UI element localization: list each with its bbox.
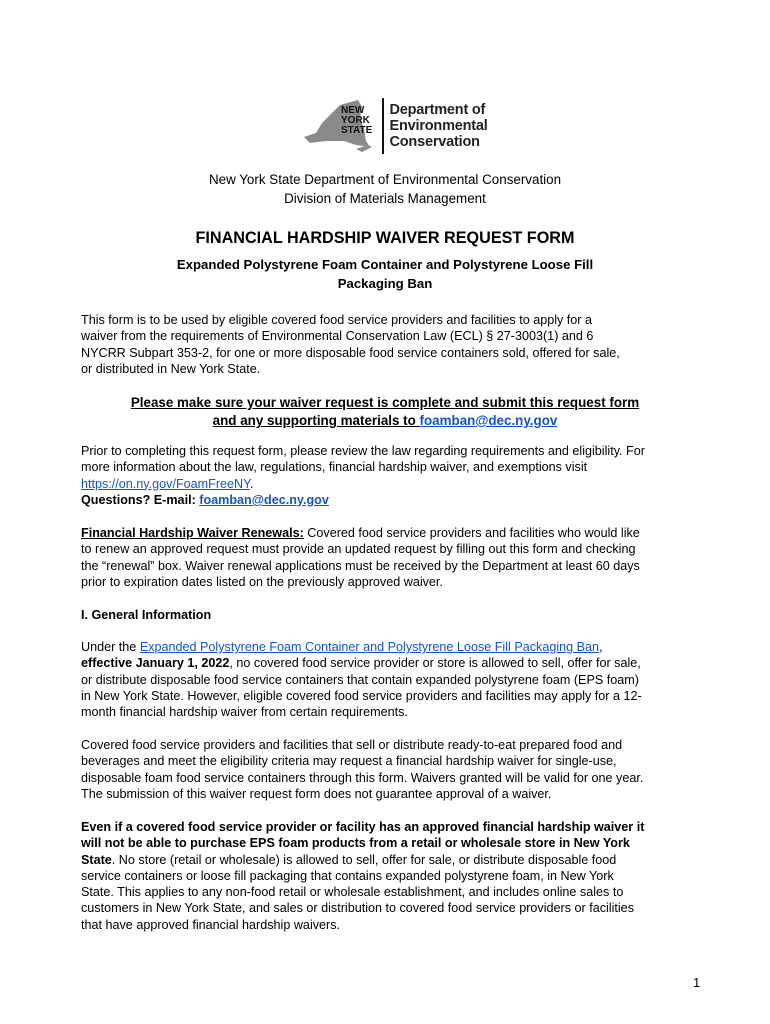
paragraph-line: month financial hardship waiver from certain requirements. <box>81 705 408 720</box>
paragraph-line: Covered food service providers and facilities that sell or distribute ready-to-eat prepared food and <box>81 738 623 752</box>
text: Under the <box>81 640 140 654</box>
paragraph-line: customers in New York State, and sales or distribution to covered food service providers or facilities <box>81 901 634 916</box>
renewals-line: the “renewal” box. Waiver renewal applications must be received by the Department at least 60 days <box>81 558 640 573</box>
submit-note-line: Please make sure your waiver request is complete and submit this request form <box>130 395 640 410</box>
general-info-paragraph-1 <box>81 639 701 720</box>
form-title: FINANCIAL HARDSHIP WAIVER REQUEST FORM <box>195 229 575 247</box>
ny-state-map-icon <box>296 97 378 155</box>
review-paragraph <box>81 443 701 508</box>
logo-york: YORK <box>341 115 370 126</box>
submit-note-text: and any supporting materials to <box>212 413 420 428</box>
foamfree-link[interactable]: https://on.ny.gov/FoamFreeNY <box>81 476 250 491</box>
review-line: Prior to completing this request form, please review the law regarding requirements and eligibility. For <box>81 444 645 458</box>
paragraph-line <box>81 639 701 655</box>
paragraph-line <box>81 852 701 868</box>
division-name: Division of Materials Management <box>284 191 486 206</box>
logo-state: STATE <box>341 125 373 136</box>
intro-line: waiver from the requirements of Environmental Conservation Law (ECL) § 27-3003(1) and 6 <box>81 329 594 344</box>
logo-new: NEW <box>341 105 365 116</box>
paragraph-line: will not be able to purchase EPS foam products from a retail or wholesale store in New York <box>81 836 630 851</box>
renewals-text: Covered food service providers and facilities who would like <box>303 526 640 540</box>
form-subtitle-line: Packaging Ban <box>337 276 433 291</box>
text: State <box>81 852 112 867</box>
renewals-label: Financial Hardship Waiver Renewals: <box>81 526 304 540</box>
paragraph-line: service containers or loose fill packaging that contains expanded polystyrene foam, in New York <box>81 868 614 883</box>
renewals-paragraph <box>81 525 701 590</box>
intro-paragraph <box>81 312 701 377</box>
logo-dept-line: Environmental <box>389 118 488 134</box>
foam-ban-link[interactable]: Expanded Polystyrene Foam Container and Polystyrene Loose Fill Packaging Ban <box>139 640 600 654</box>
questions-label: Questions? E-mail: <box>81 492 200 507</box>
section-heading: I. General Information <box>81 608 212 622</box>
text: , no covered food service provider or store is allowed to sell, offer for sale, <box>229 656 641 671</box>
paragraph-line: State. This applies to any non-food retail or wholesale establishment, and includes online sales to <box>81 885 624 900</box>
paragraph-line: that have approved financial hardship waivers. <box>81 917 341 932</box>
general-info-paragraph-3 <box>81 819 701 933</box>
paragraph-line: Even if a covered food service provider or facility has an approved financial hardship waiver it <box>81 820 645 834</box>
paragraph-line <box>81 655 701 671</box>
logo-dept-line: Department of <box>389 102 486 118</box>
text: . No store (retail or wholesale) is allowed to sell, offer for sale, or distribute disposable food <box>111 852 617 867</box>
text: , <box>599 640 603 654</box>
paragraph-line: The submission of this waiver request form does not guarantee approval of a waiver. <box>81 786 552 801</box>
review-url-line <box>81 476 701 492</box>
logo-dept-line: Conservation <box>389 134 480 150</box>
url-suffix: . <box>249 476 254 491</box>
renewals-line: prior to expiration dates listed on the previously approved waiver. <box>81 574 443 589</box>
submit-note-line <box>0 412 770 430</box>
agency-name: New York State Department of Environmental Conservation <box>208 172 562 187</box>
page-number: 1 <box>693 975 701 990</box>
intro-line: NYCRR Subpart 353-2, for one or more disposable food service containers sold, offered for sale, <box>81 345 620 360</box>
form-subtitle-line: Expanded Polystyrene Foam Container and Polystyrene Loose Fill <box>176 257 594 272</box>
dec-logo <box>296 96 488 156</box>
review-line: more information about the law, regulations, financial hardship waiver, and exemptions visit <box>81 460 588 475</box>
questions-line <box>81 492 701 508</box>
paragraph-line: in New York State. However, eligible covered food service providers and facilities may apply for a 12- <box>81 688 642 703</box>
logo-divider <box>382 98 384 154</box>
paragraph-line: disposable foam food service containers through this form. Waivers granted will be valid for one year. <box>81 770 644 785</box>
paragraph-line: or distribute disposable food service containers that contain expanded polystyrene foam (EPS foam) <box>81 672 639 687</box>
submit-email-link[interactable]: foamban@dec.ny.gov <box>419 413 558 428</box>
renewals-line <box>81 525 701 541</box>
renewals-line: to renew an approved request must provide an updated request by filling out this form and checking <box>81 542 636 557</box>
submit-note <box>0 394 770 430</box>
questions-email-link[interactable]: foamban@dec.ny.gov <box>199 492 329 507</box>
logo-dept-name <box>390 102 488 150</box>
intro-line: or distributed in New York State. <box>81 361 261 376</box>
general-info-paragraph-2 <box>81 737 701 802</box>
paragraph-line: beverages and meet the eligibility criteria may request a financial hardship waiver for single-use, <box>81 754 617 769</box>
effective-date: effective January 1, 2022 <box>81 656 230 671</box>
intro-line: This form is to be used by eligible covered food service providers and facilities to apply for a <box>81 313 592 327</box>
